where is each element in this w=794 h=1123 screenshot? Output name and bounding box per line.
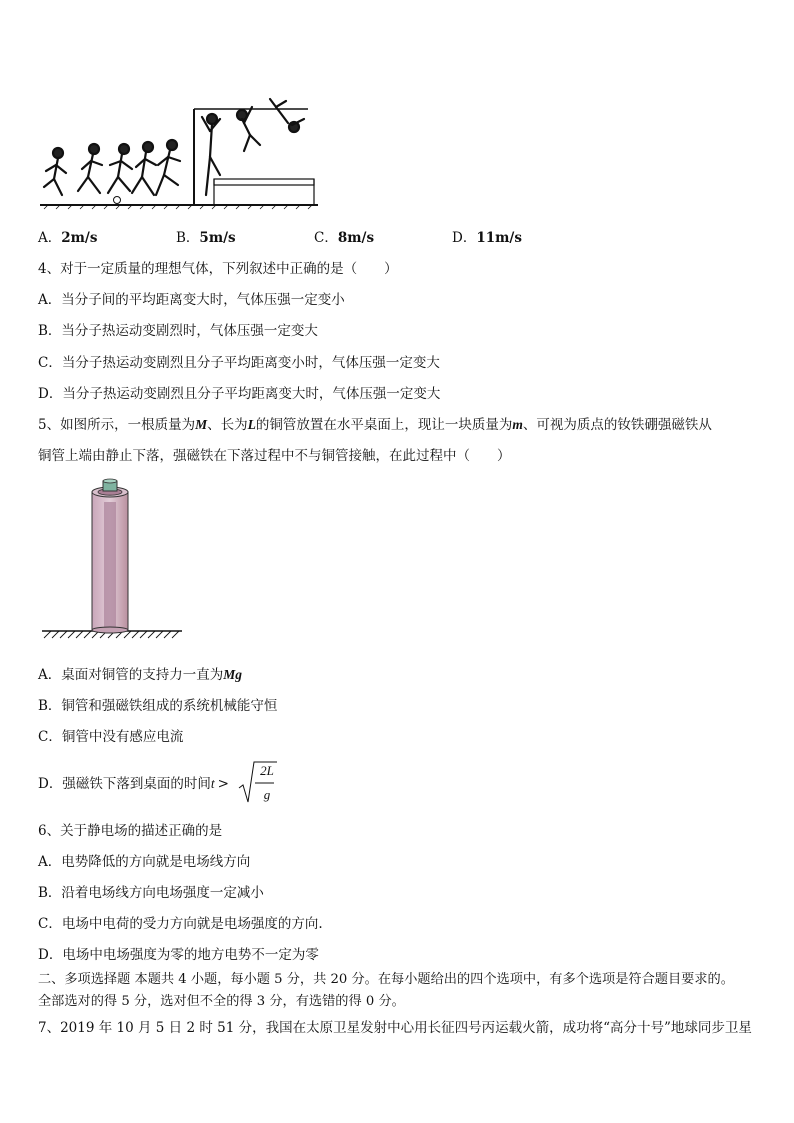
q6-option-d[interactable]: D．电场中电场强度为零的地方电势不一定为零: [38, 947, 319, 963]
q5-option-b[interactable]: B．铜管和强磁铁组成的系统机械能守恒: [38, 698, 278, 714]
copper-tube-figure: [42, 478, 187, 648]
q6-option-c[interactable]: C．电场中电荷的受力方向就是电场强度的方向.: [38, 916, 323, 932]
q4-option-a[interactable]: A．当分子间的平均距离变大时，气体压强一定变小: [38, 292, 345, 308]
q6-stem: 6、关于静电场的描述正确的是: [38, 823, 223, 839]
q3-option-a[interactable]: A．2m/s: [38, 230, 98, 246]
q4-option-c[interactable]: C．当分子热运动变剧烈且分子平均距离变小时，气体压强一定变大: [38, 355, 440, 371]
q5-stem-line2: 铜管上端由静止下落，强磁铁在下落过程中不与铜管接触，在此过程中（ ）: [38, 448, 511, 464]
q3-option-d[interactable]: D．11m/s: [452, 230, 522, 246]
q4-option-d[interactable]: D．当分子热运动变剧烈且分子平均距离变大时，气体压强一定变大: [38, 386, 441, 402]
q6-option-a[interactable]: A．电势降低的方向就是电场线方向: [38, 854, 251, 870]
q3-options: [38, 229, 758, 247]
section2-line2: 全部选对的得 5 分，选对但不全的得 3 分，有选错的得 0 分。: [38, 994, 405, 1009]
q3-option-b[interactable]: B．5m/s: [176, 230, 236, 246]
q6-option-b[interactable]: B．沿着电场线方向电场强度一定减小: [38, 885, 264, 901]
section2-line1: 二、多项选择题 本题共 4 小题，每小题 5 分，共 20 分。在每小题给出的四个选项中，有多个选项是符合题目要求的。: [38, 972, 734, 987]
sqrt-denominator: g: [263, 787, 271, 802]
q5-option-a[interactable]: A．桌面对铜管的支持力一直为Mg: [38, 667, 243, 683]
q3-option-c[interactable]: C．8m/s: [314, 230, 375, 246]
sqrt-numerator: 2L: [260, 763, 274, 778]
q4-stem: 4、对于一定质量的理想气体，下列叙述中正确的是（ ）: [38, 261, 398, 277]
q5-stem-line1: 5、如图所示，一根质量为M、长为L的铜管放置在水平桌面上，现让一块质量为m、可视为质点的钕铁硼强磁铁从: [38, 417, 712, 433]
q7-stem: 7、2019 年 10 月 5 日 2 时 51 分，我国在太原卫星发射中心用长征四号丙运载火箭，成功将“高分十号”地球同步卫星: [38, 1020, 752, 1036]
high-jump-figure: [38, 95, 323, 213]
q5-option-d[interactable]: D．强磁铁下落到桌面的时间t >: [38, 776, 229, 792]
q5-option-c[interactable]: C．铜管中没有感应电流: [38, 729, 184, 745]
q4-option-b[interactable]: B．当分子热运动变剧烈时，气体压强一定变大: [38, 323, 318, 339]
